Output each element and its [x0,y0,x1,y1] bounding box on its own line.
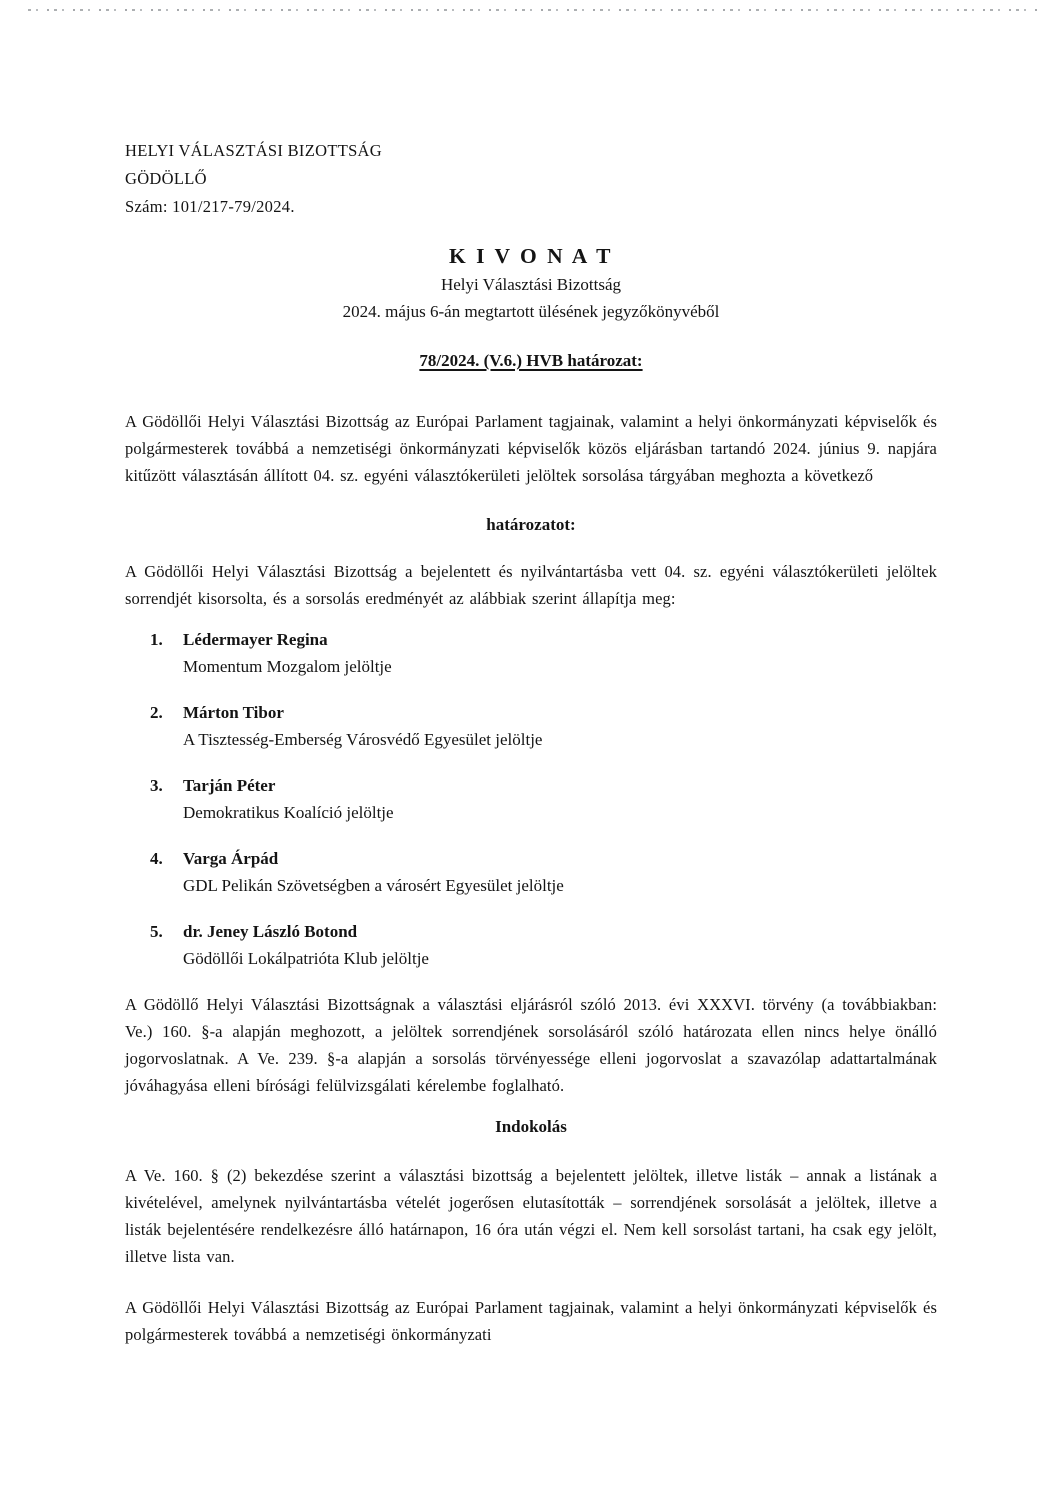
decision-number-heading: 78/2024. (V.6.) HVB határozat: [419,351,643,370]
candidate-name: Márton Tibor [183,703,284,722]
candidate-number: 1. [150,630,163,649]
candidate-number: 2. [150,703,163,722]
document-content [125,0,937,1348]
document-header [125,0,937,221]
justification-paragraph-2: A Gödöllői Helyi Választási Bizottság az Európai Parlament tagjainak, valamint a helyi önkormányzati képviselők és polgármesterek továbbá a nemzetiségi önkormányzati [125,1298,937,1344]
candidate-item [150,626,937,680]
issuer-city: GÖDÖLLŐ [125,169,207,188]
extract-title: K I V O N A T [449,244,613,268]
title-block [125,241,937,325]
candidate-item [150,772,937,826]
justification-heading: Indokolás [495,1117,567,1136]
document-number: Szám: 101/217-79/2024. [125,197,295,216]
candidate-number: 5. [150,922,163,941]
candidate-nomination: Gödöllői Lokálpatrióta Klub jelöltje [183,949,429,968]
candidate-number: 4. [150,849,163,868]
candidate-name: Lédermayer Regina [183,630,328,649]
issuer-name: HELYI VÁLASZTÁSI BIZOTTSÁG [125,141,382,160]
scan-artifact-dotted-line [28,9,1037,11]
candidate-nomination: Momentum Mozgalom jelöltje [183,657,392,676]
intro-paragraph: A Gödöllői Helyi Választási Bizottság az Európai Parlament tagjainak, valamint a helyi önkormányzati képviselők és polgármesterek továbbá a nemzetiségi önkormányzati képviselők közös eljárásban tartandó 2024. június 9. napjára kitűzött választásán állított 04. sz. egyéni választókerületi jelöltek sorsolása tárgyában meghozta a következő [125,412,937,485]
candidate-nomination: A Tisztesség-Emberség Városvédő Egyesület jelöltje [183,730,543,749]
candidate-item [150,845,937,899]
candidate-name: Tarján Péter [183,776,276,795]
candidate-nomination: Demokratikus Koalíció jelöltje [183,803,394,822]
candidate-number: 3. [150,776,163,795]
candidate-nomination: GDL Pelikán Szövetségben a városért Egyesület jelöltje [183,876,564,895]
justification-paragraph-1: A Ve. 160. § (2) bekezdése szerint a választási bizottság a bejelentett jelöltek, illetve listák – annak a listának a kivételével, amelynek nyilvántartásba vételét jogerősen elutasították – sorrendjének sorsolását a jelöltek, illetve a listák bejelentésére rendelkezésre álló határnapon, 16 óra után végzi el. Nem kell sorsolást tartani, ha csak egy jelölt, illetve lista van. [125,1166,937,1266]
decision-body-paragraph: A Gödöllői Helyi Választási Bizottság a bejelentett és nyilvántartásba vett 04. sz. egyéni választókerületi jelöltek sorrendjét kisorsolta, és a sorsolás eredményét az alábbiak szerint állapítja meg: [125,562,937,608]
candidate-item [150,918,937,972]
candidate-name: Varga Árpád [183,849,279,868]
legal-remedy-paragraph: A Gödöllő Helyi Választási Bizottságnak a választási eljárásról szóló 2013. évi XXXVI. törvény (a továbbiakban: Ve.) 160. §-a alapján meghozott, a jelöltek sorrendjének sorsolásáról szóló határozata ellen nincs helye önálló jogorvoslatnak. A Ve. 239. §-a alapján a sorsolás törvényessége elleni jogorvoslat a szavazólap adattartalmának jóváhagyása elleni bírósági felülvizsgálati kérelembe foglalható. [125,995,937,1095]
extract-subtitle-session: 2024. május 6-án megtartott ülésének jegyzőkönyvéből [342,302,720,321]
extract-subtitle-committee: Helyi Választási Bizottság [440,275,622,294]
candidate-name: dr. Jeney László Botond [183,922,358,941]
hatarozatot-heading: határozatot: [486,515,576,534]
candidate-item [150,699,937,753]
candidate-list [125,626,937,972]
